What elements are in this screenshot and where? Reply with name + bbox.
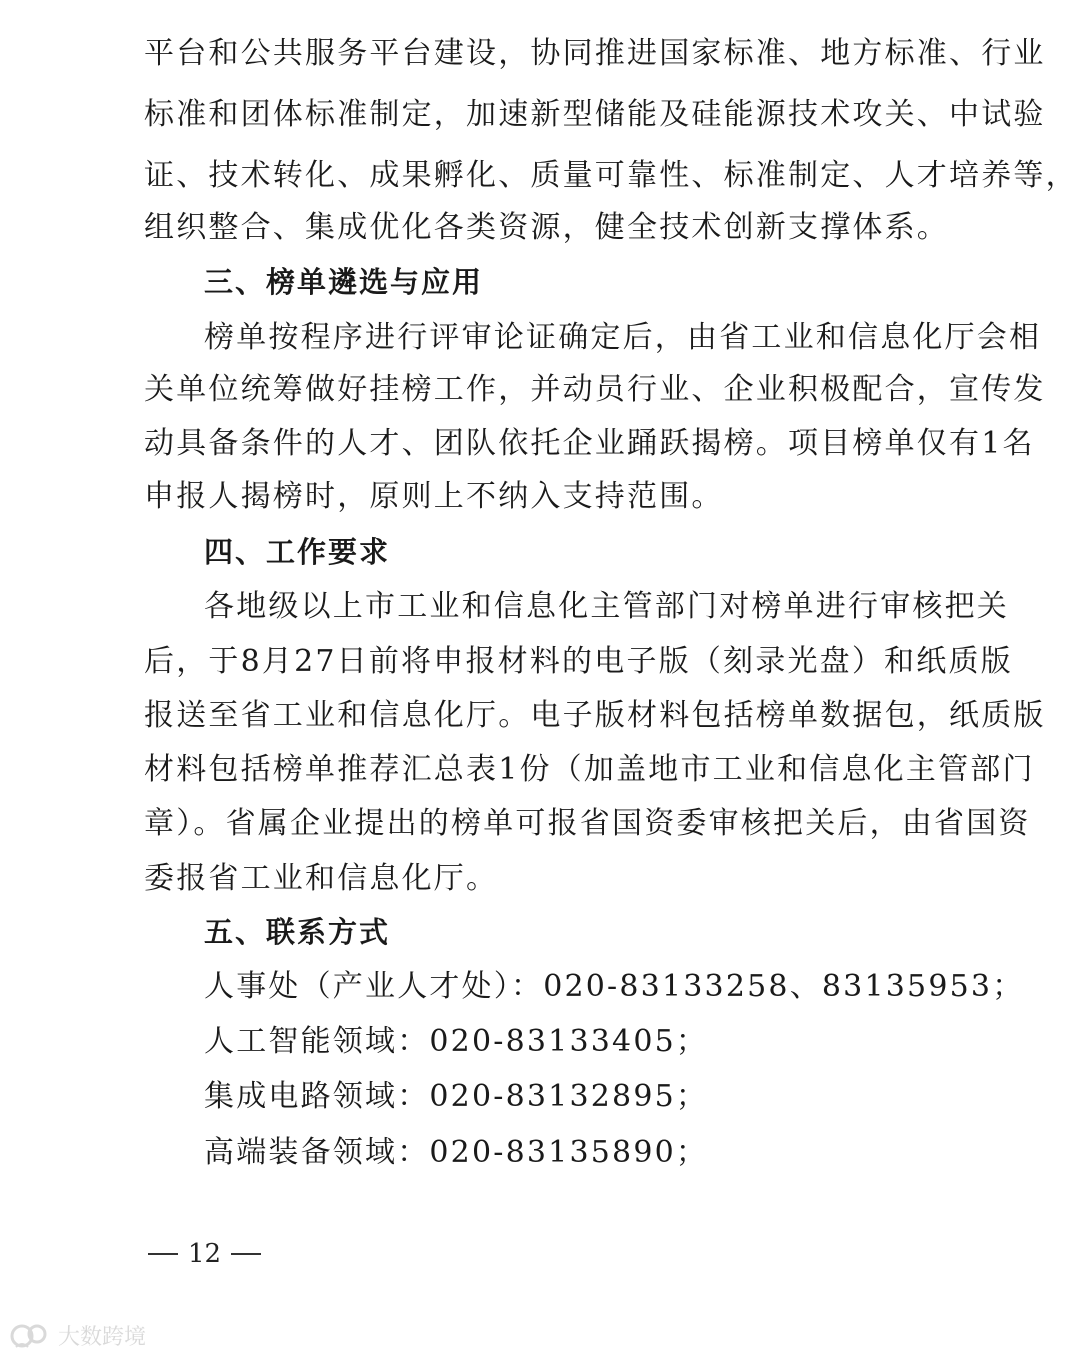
paragraph-line: 组织整合、集成优化各类资源，健全技术创新支撑体系。 (144, 210, 949, 245)
watermark-text: 大数跨境 (58, 1325, 147, 1350)
page-number-value: 12 (188, 1239, 222, 1269)
watermark-logo-icon (10, 1321, 54, 1351)
paragraph-line: 后，于8月27日前将申报材料的电子版（刻录光盘）和纸质版 (144, 644, 1013, 679)
paragraph-line: 申报人揭榜时，原则上不纳入支持范围。 (144, 479, 724, 514)
contact-line: 高端装备领域：020-83135890； (204, 1135, 709, 1170)
contact-line: 集成电路领域：020-83132895； (204, 1079, 709, 1114)
paragraph-line: 委报省工业和信息化厅。 (144, 861, 499, 896)
page-number (148, 1238, 261, 1270)
paragraph-line: 关单位统筹做好挂榜工作，并动员行业、企业积极配合，宣传发 (144, 372, 1046, 407)
section-heading-3: 三、榜单遴选与应用 (204, 265, 484, 299)
section-heading-5: 五、联系方式 (204, 915, 391, 949)
paragraph-line: 章）。省属企业提出的榜单可报省国资委审核把关后，由省国资 (144, 806, 1031, 841)
contact-line: 人工智能领域：020-83133405； (204, 1024, 709, 1059)
paragraph-line: 标准和团体标准制定，加速新型储能及硅能源技术攻关、中试验 (144, 97, 1046, 132)
paragraph-line: 证、技术转化、成果孵化、质量可靠性、标准制定、人才培养等， (144, 158, 1078, 193)
page-number-dash-right (231, 1253, 261, 1255)
paragraph-line: 报送至省工业和信息化厅。电子版材料包括榜单数据包，纸质版 (144, 698, 1046, 733)
paragraph-line: 材料包括榜单推荐汇总表1份（加盖地市工业和信息化主管部门 (144, 752, 1035, 787)
paragraph-line: 榜单按程序进行评审论证确定后，由省工业和信息化厅会相 (204, 320, 1042, 355)
contact-line: 人事处（产业人才处）：020-83133258、83135953； (204, 969, 1025, 1004)
watermark (10, 1320, 146, 1351)
paragraph-line: 各地级以上市工业和信息化主管部门对榜单进行审核把关 (204, 589, 1009, 624)
paragraph-line: 平台和公共服务平台建设，协同推进国家标准、地方标准、行业 (144, 36, 1046, 71)
section-heading-4: 四、工作要求 (204, 535, 391, 569)
paragraph-line: 动具备条件的人才、团队依托企业踊跃揭榜。项目榜单仅有1名 (144, 426, 1035, 461)
page-number-dash-left (148, 1253, 178, 1255)
